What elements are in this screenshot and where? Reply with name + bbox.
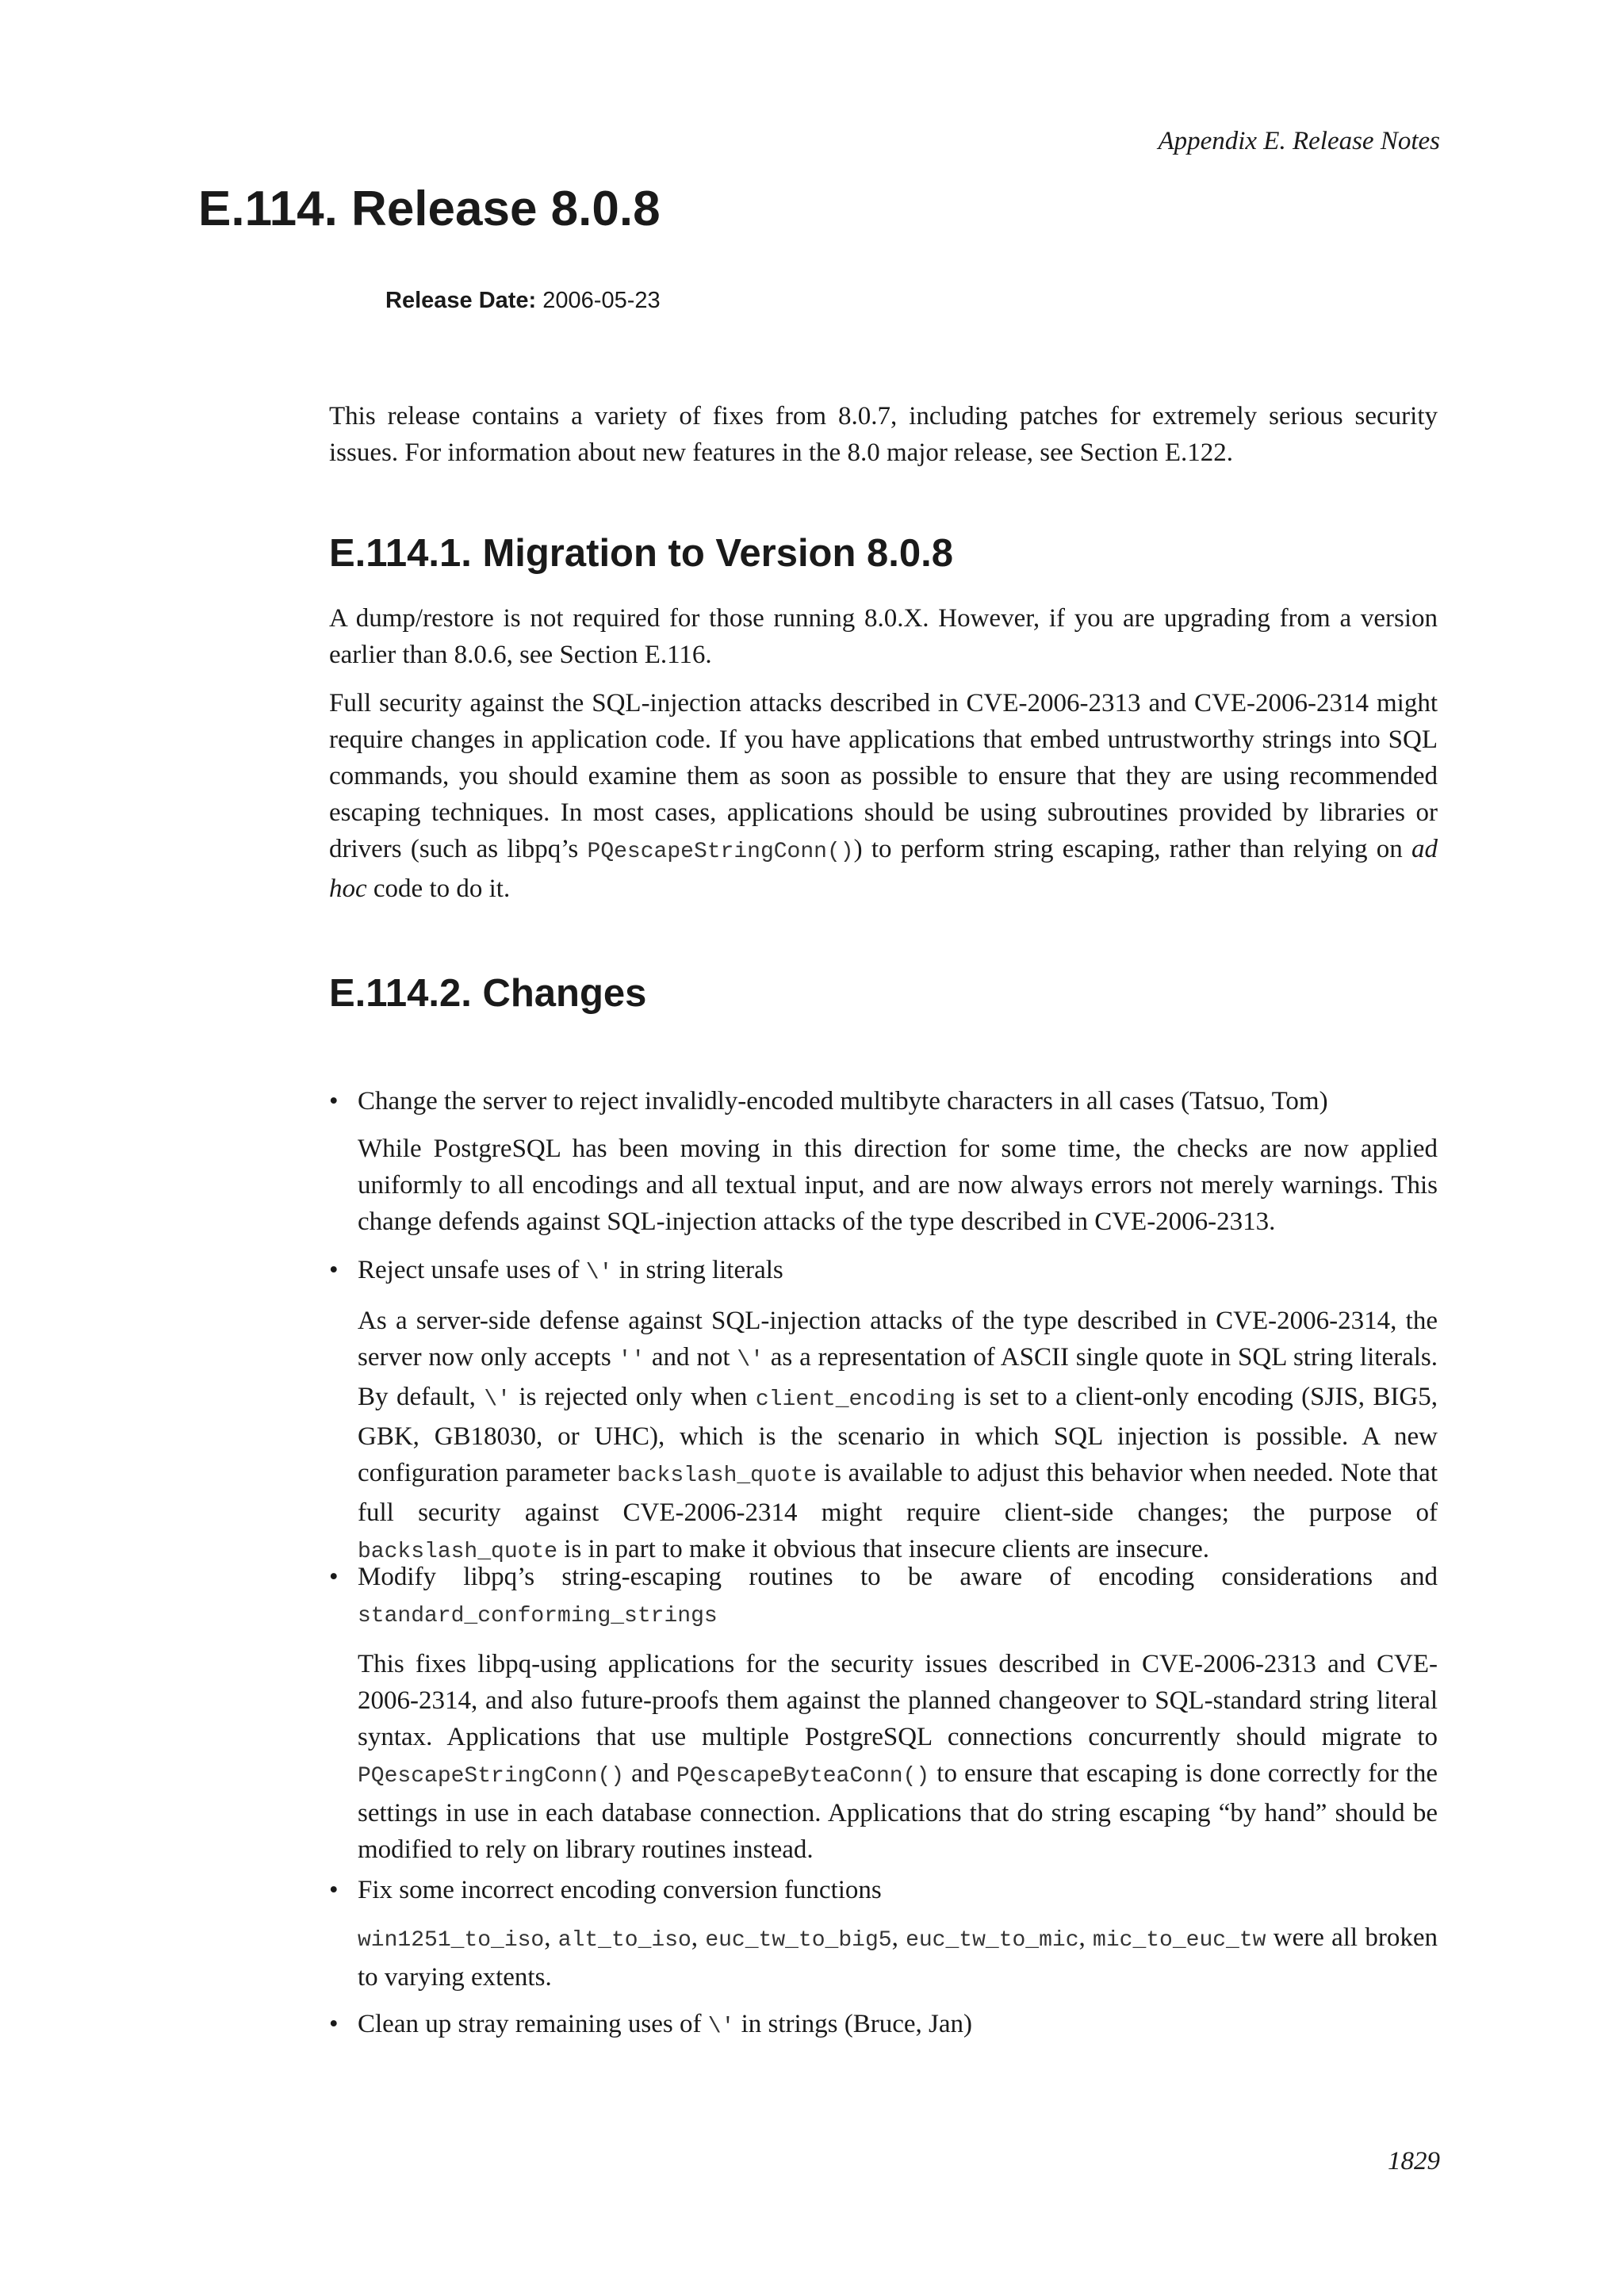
page-number: 1829 <box>1388 2147 1440 2175</box>
code-function-name: win1251_to_iso <box>358 1928 545 1953</box>
item-text: , <box>691 1923 706 1952</box>
code-backslash-quote: \' <box>484 1387 511 1412</box>
release-date-label: Release Date: <box>385 288 537 313</box>
item-text: Reject unsafe uses of <box>358 1256 586 1284</box>
code-backslash-quote: \' <box>707 2015 735 2039</box>
change-item-1 <box>329 1083 1438 1240</box>
code-client-encoding: client_encoding <box>755 1387 956 1412</box>
item-text: , <box>544 1923 558 1952</box>
item-text: , <box>1078 1923 1094 1952</box>
code-function-name: mic_to_euc_tw <box>1093 1928 1266 1953</box>
intro-paragraph: This release contains a variety of fixes from 8.0.7, including patches for extremely serious security issues. For information about new features in the 8.0 major release, see Section E.122. <box>329 402 1438 467</box>
change-item-title: Fix some incorrect encoding conversion functions <box>358 1876 882 1904</box>
emphasis-ad-hoc: ad hoc <box>329 835 1438 903</box>
bullet: • <box>329 1563 339 1591</box>
change-item-description <box>358 1303 1438 1571</box>
change-item-title <box>358 1252 1438 1292</box>
code-standard-conforming-strings: standard_conforming_strings <box>358 1604 718 1628</box>
migration-paragraph-2 <box>329 685 1438 907</box>
code-pqescapebyteaconn: PQescapeByteaConn() <box>676 1764 930 1789</box>
item-text: as a representation of ASCII single quote in SQL string literals. By default, <box>358 1343 1438 1411</box>
item-text: is rejected only when <box>510 1383 756 1411</box>
code-function-name: euc_tw_to_big5 <box>705 1928 892 1953</box>
release-date-value: 2006-05-23 <box>542 288 661 313</box>
changes-section-title: E.114.2. Changes <box>329 972 647 1015</box>
item-text: and not <box>645 1343 737 1372</box>
item-text: in strings (Bruce, Jan) <box>734 2010 973 2038</box>
code-backslash-quote: \' <box>585 1261 613 1285</box>
item-text: were all broken to varying extents. <box>358 1923 1438 1992</box>
code-function-name: euc_tw_to_mic <box>906 1928 1079 1953</box>
code-pqescapestringconn: PQescapeStringConn() <box>587 840 854 864</box>
change-item-title: Change the server to reject invalidly-encoded multibyte characters in all cases (Tatsuo, Tom) <box>358 1087 1328 1115</box>
code-backslash-quote-param: backslash_quote <box>617 1464 818 1488</box>
bullet: • <box>329 1087 339 1115</box>
item-text: in string literals <box>612 1256 783 1284</box>
item-text: This fixes libpq-using applications for the security issues described in CVE-2006-2313 and CVE-2006-2314, and also future-proofs them against the planned changeover to SQL-standard string literal syntax. Applications that use multiple PostgreSQL connections concurrently should migrate to <box>358 1650 1438 1751</box>
bullet: • <box>329 1876 339 1904</box>
code-function-name: alt_to_iso <box>557 1928 691 1953</box>
bullet: • <box>329 2010 339 2038</box>
change-item-description <box>358 1646 1438 1868</box>
migration-text: code to do it. <box>366 874 511 903</box>
migration-text: ) to perform string escaping, rather than relying on <box>853 835 1411 863</box>
item-text: Clean up stray remaining uses of <box>358 2010 708 2038</box>
item-text: , <box>891 1923 906 1952</box>
page-title: E.114. Release 8.0.8 <box>198 182 661 236</box>
change-item-4 <box>329 1872 1438 1996</box>
bullet: • <box>329 1256 339 1284</box>
item-text: to ensure that escaping is done correctly for the settings in use in each database connection. Applications that do string escaping “by hand” should be modified to rely on library routines instead. <box>358 1759 1438 1864</box>
migration-text: Full security against the SQL-injection attacks described in CVE-2006-2313 and CVE-2006-2314 might require changes in application code. If you have applications that embed untrustworthy strings into SQL commands, you should examine them as soon as possible to ensure that they are using recommended escaping techniques. In most cases, applications should be using subroutines provided by libraries or drivers (such as libpq’s <box>329 689 1438 863</box>
change-item-2 <box>329 1252 1438 1571</box>
item-text: and <box>624 1759 676 1788</box>
change-item-title <box>358 1559 1438 1635</box>
migration-section-title: E.114.1. Migration to Version 8.0.8 <box>329 532 954 575</box>
change-item-description <box>358 1919 1438 1996</box>
item-text: is set to a client-only encoding (SJIS, BIG5, GBK, GB18030, or UHC), which is the scenario in which SQL injection is possible. A new configuration parameter <box>358 1383 1438 1487</box>
code-pqescapestringconn: PQescapeStringConn() <box>358 1764 625 1789</box>
release-date <box>385 288 661 314</box>
item-text: As a server-side defense against SQL-injection attacks of the type described in CVE-2006-2314, the server now only accepts <box>358 1307 1438 1372</box>
item-text: is in part to make it obvious that insecure clients are insecure. <box>557 1535 1210 1563</box>
code-backslash-quote: \' <box>737 1348 764 1372</box>
change-item-description: While PostgreSQL has been moving in this direction for some time, the checks are now applied uniformly to all encodings and all textual input, and are now always errors not merely warnings. This change defends against SQL-injection attacks of the type described in CVE-2006-2313. <box>358 1135 1438 1236</box>
change-item-3 <box>329 1559 1438 1868</box>
running-header: Appendix E. Release Notes <box>1158 127 1440 155</box>
item-text: Modify libpq’s string-escaping routines to be aware of encoding considerations and <box>358 1563 1438 1591</box>
code-double-quote: '' <box>618 1348 645 1372</box>
change-item-5 <box>329 2006 1438 2045</box>
code-backslash-quote-param: backslash_quote <box>358 1540 558 1564</box>
item-text: is available to adjust this behavior when needed. Note that full security against CVE-2006-2314 might require client-side changes; the purpose of <box>358 1459 1438 1527</box>
change-item-title <box>358 2006 1438 2045</box>
migration-paragraph-1: A dump/restore is not required for those running 8.0.X. However, if you are upgrading from a version earlier than 8.0.6, see Section E.116. <box>329 604 1438 669</box>
